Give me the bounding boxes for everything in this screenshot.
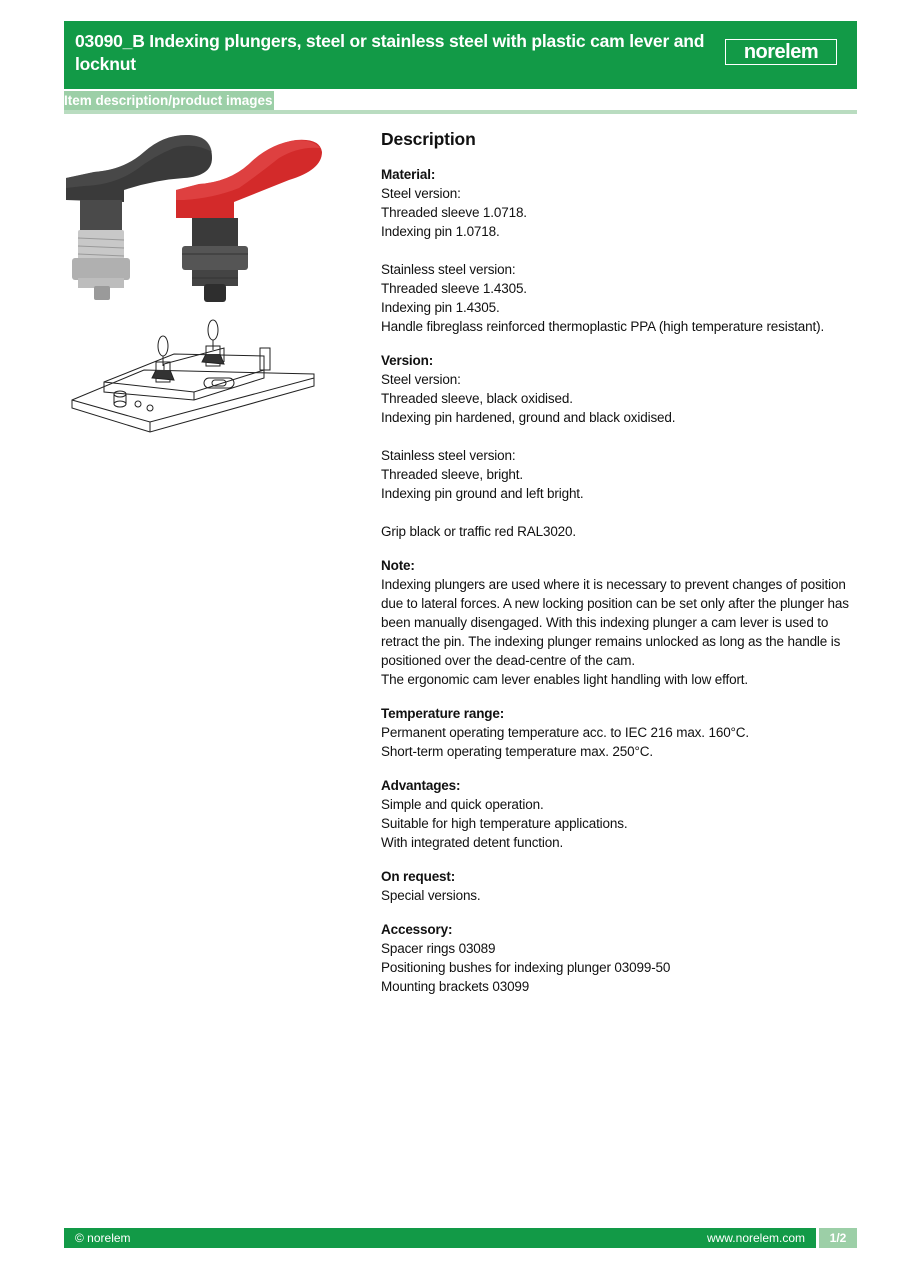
advantages-line: Suitable for high temperature applications.: [381, 816, 628, 831]
version-line: Steel version:: [381, 372, 461, 387]
temperature-line: Permanent operating temperature acc. to IEC 216 max. 160°C.: [381, 725, 749, 740]
advantages-line: Simple and quick operation.: [381, 797, 544, 812]
advantages-line: With integrated detent function.: [381, 835, 564, 850]
version-line: Indexing pin ground and left bright.: [381, 486, 584, 501]
note-title: Note:: [381, 558, 415, 573]
version-section: [381, 351, 861, 541]
material-line: Indexing pin 1.4305.: [381, 300, 500, 315]
temperature-section: [381, 704, 861, 761]
material-line: Threaded sleeve 1.0718.: [381, 205, 527, 220]
material-line: Threaded sleeve 1.4305.: [381, 281, 527, 296]
temperature-title: Temperature range:: [381, 706, 505, 721]
version-line: Stainless steel version:: [381, 448, 516, 463]
accessory-line: Mounting brackets 03099: [381, 979, 530, 994]
application-drawing: [64, 308, 322, 440]
version-line: Indexing pin hardened, ground and black oxidised.: [381, 410, 676, 425]
copyright: © norelem: [75, 1231, 131, 1245]
norelem-logo: norelem: [725, 39, 837, 65]
note-text-2: The ergonomic cam lever enables light handling with low effort.: [381, 672, 749, 687]
version-line: Grip black or traffic red RAL3020.: [381, 524, 576, 539]
product-photo: [64, 130, 322, 305]
material-line: Indexing pin 1.0718.: [381, 224, 500, 239]
page-title: 03090_B Indexing plungers, steel or stainless steel with plastic cam lever and locknut: [75, 31, 705, 74]
note-text: Indexing plungers are used where it is necessary to prevent changes of position due to lateral forces. A new locking position can be set only after the plunger has been manually disengaged. With this indexing plunger a cam lever is used to retract the pin. The indexing plunger remains unlocked as long as the handle is positioned over the dead-centre of the cam.: [381, 577, 849, 668]
on-request-line: Special versions.: [381, 888, 481, 903]
temperature-line: Short-term operating temperature max. 250°C.: [381, 744, 653, 759]
website-link[interactable]: www.norelem.com: [706, 1231, 805, 1245]
version-title: Version:: [381, 353, 434, 368]
material-title: Material:: [381, 167, 436, 182]
header-bar: [64, 21, 857, 89]
material-line: Handle fibreglass reinforced thermoplastic PPA (high temperature resistant).: [381, 319, 825, 334]
material-section: [381, 165, 861, 336]
advantages-title: Advantages:: [381, 778, 461, 793]
page-number: 1/2: [819, 1228, 857, 1248]
accessory-line: Spacer rings 03089: [381, 941, 496, 956]
description-content: [381, 127, 861, 1011]
accessory-title: Accessory:: [381, 922, 453, 937]
advantages-section: [381, 776, 861, 852]
version-line: Threaded sleeve, bright.: [381, 467, 523, 482]
material-line: Steel version:: [381, 186, 461, 201]
accessory-line: Positioning bushes for indexing plunger 03099-50: [381, 960, 671, 975]
material-line: Stainless steel version:: [381, 262, 516, 277]
note-section: [381, 556, 861, 689]
version-line: Threaded sleeve, black oxidised.: [381, 391, 573, 406]
accessory-section: [381, 920, 861, 996]
divider: [64, 110, 857, 114]
description-heading: Description: [381, 129, 476, 149]
section-label: Item description/product images: [64, 93, 273, 108]
footer-bar: [64, 1228, 816, 1248]
on-request-section: [381, 867, 861, 905]
on-request-title: On request:: [381, 869, 456, 884]
